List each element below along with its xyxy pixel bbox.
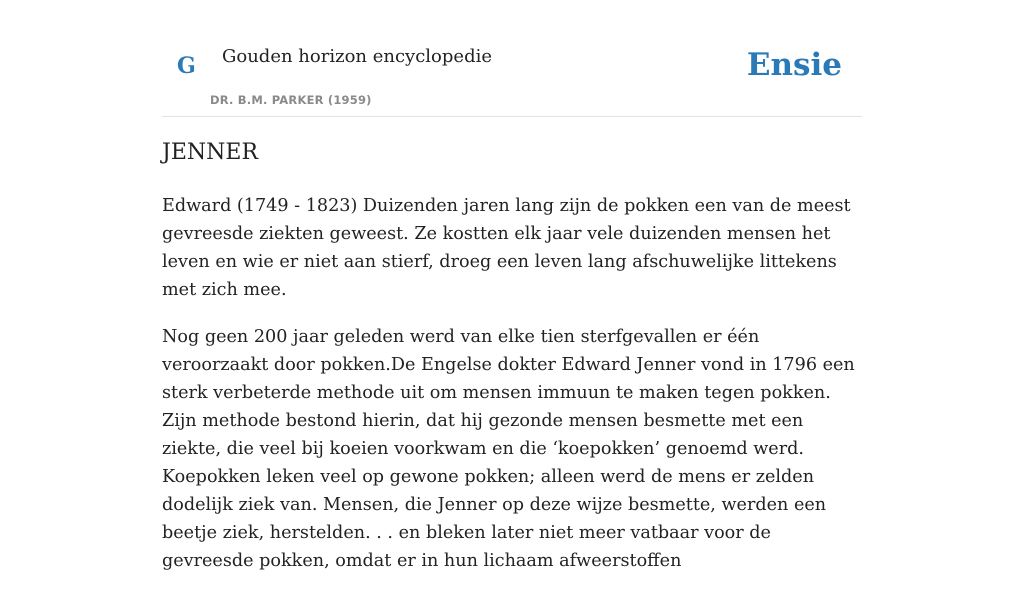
- page: [162, 0, 862, 571]
- paragraph: Nog geen 200 jaar geleden werd van elke tien sterfgevallen er één veroorzaakt door pokken.De Engelse dokter Edward Jenner vond in 1796 een sterk verbeterde methode uit om mensen immuun te maken tegen pokken. Zijn methode bestond hierin, dat hij gezonde mensen besmette met een ziekte, die veel bij koeien voorkwam en die ‘koepokken’ genoemd werd. Koepokken leken veel op gewone pokken; alleen werd de mens er zelden dodelijk ziek van. Mensen, die Jenner op deze wijze besmette, werden een beetje ziek, herstelden. . . en bleken later niet meer vatbaar voor de gevreesde pokken, omdat er in hun lichaam afweerstoffen: [162, 327, 855, 571]
- entry-body: [162, 192, 864, 594]
- paragraph: Edward (1749 - 1823) Duizenden jaren lang zijn de pokken een van de meest gevreesde ziekten geweest. Ze kostten elk jaar vele duizenden mensen het leven en wie er niet aan stierf, droeg een leven lang afschuwelijke littekens met zich mee.: [162, 196, 851, 300]
- header: [162, 0, 862, 117]
- book-author: DR. B.M. PARKER (1959): [210, 93, 372, 107]
- entry-title: JENNER: [162, 140, 259, 165]
- ensie-logo[interactable]: Ensie: [746, 47, 842, 83]
- book-title[interactable]: Gouden horizon encyclopedie: [222, 46, 492, 67]
- source-logo[interactable]: G: [177, 53, 196, 79]
